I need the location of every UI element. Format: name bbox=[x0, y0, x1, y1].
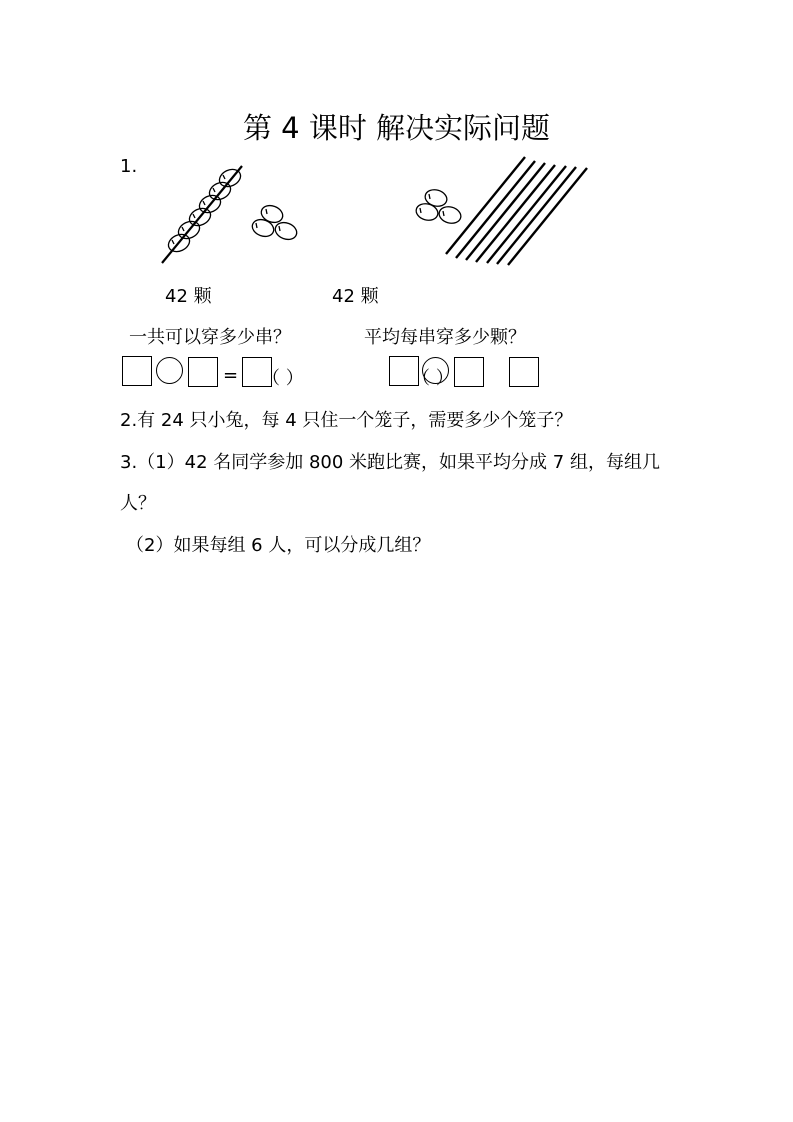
page-title: 第 4 课时 解决实际问题 bbox=[242, 111, 551, 145]
question-1-illustration bbox=[0, 0, 793, 300]
loose-beads-left bbox=[250, 203, 299, 243]
empty-sticks bbox=[446, 157, 587, 265]
answer-box[interactable] bbox=[454, 357, 484, 387]
equals-sign: = bbox=[223, 365, 239, 386]
question-1-number: 1. bbox=[120, 156, 138, 177]
question-3-part-2: （2）如果每组 6 人，可以分成几组？ bbox=[126, 535, 431, 556]
right-question: 平均每串穿多少颗？ bbox=[364, 327, 526, 348]
left-question: 一共可以穿多少串？ bbox=[129, 327, 291, 348]
question-2: 2.有 24 只小兔，每 4 只住一个笼子，需要多少个笼子？ bbox=[120, 410, 573, 431]
question-3-part-1-line-1: 3.（1）42 名同学参加 800 米跑比赛，如果平均分成 7 组，每组几 bbox=[120, 452, 660, 473]
operator-circle[interactable] bbox=[156, 357, 183, 384]
left-bead-count: 42 颗 bbox=[165, 286, 212, 307]
loose-beads-right bbox=[414, 187, 462, 225]
answer-box[interactable] bbox=[188, 357, 218, 387]
question-3-part-1-line-2: 人？ bbox=[120, 493, 156, 514]
answer-box[interactable] bbox=[509, 357, 539, 387]
unit-paren: （ ） bbox=[262, 368, 304, 389]
answer-box[interactable] bbox=[122, 356, 152, 386]
unit-paren: （ ） bbox=[412, 368, 454, 389]
right-bead-count: 42 颗 bbox=[332, 286, 379, 307]
skewer-stick bbox=[162, 166, 242, 263]
